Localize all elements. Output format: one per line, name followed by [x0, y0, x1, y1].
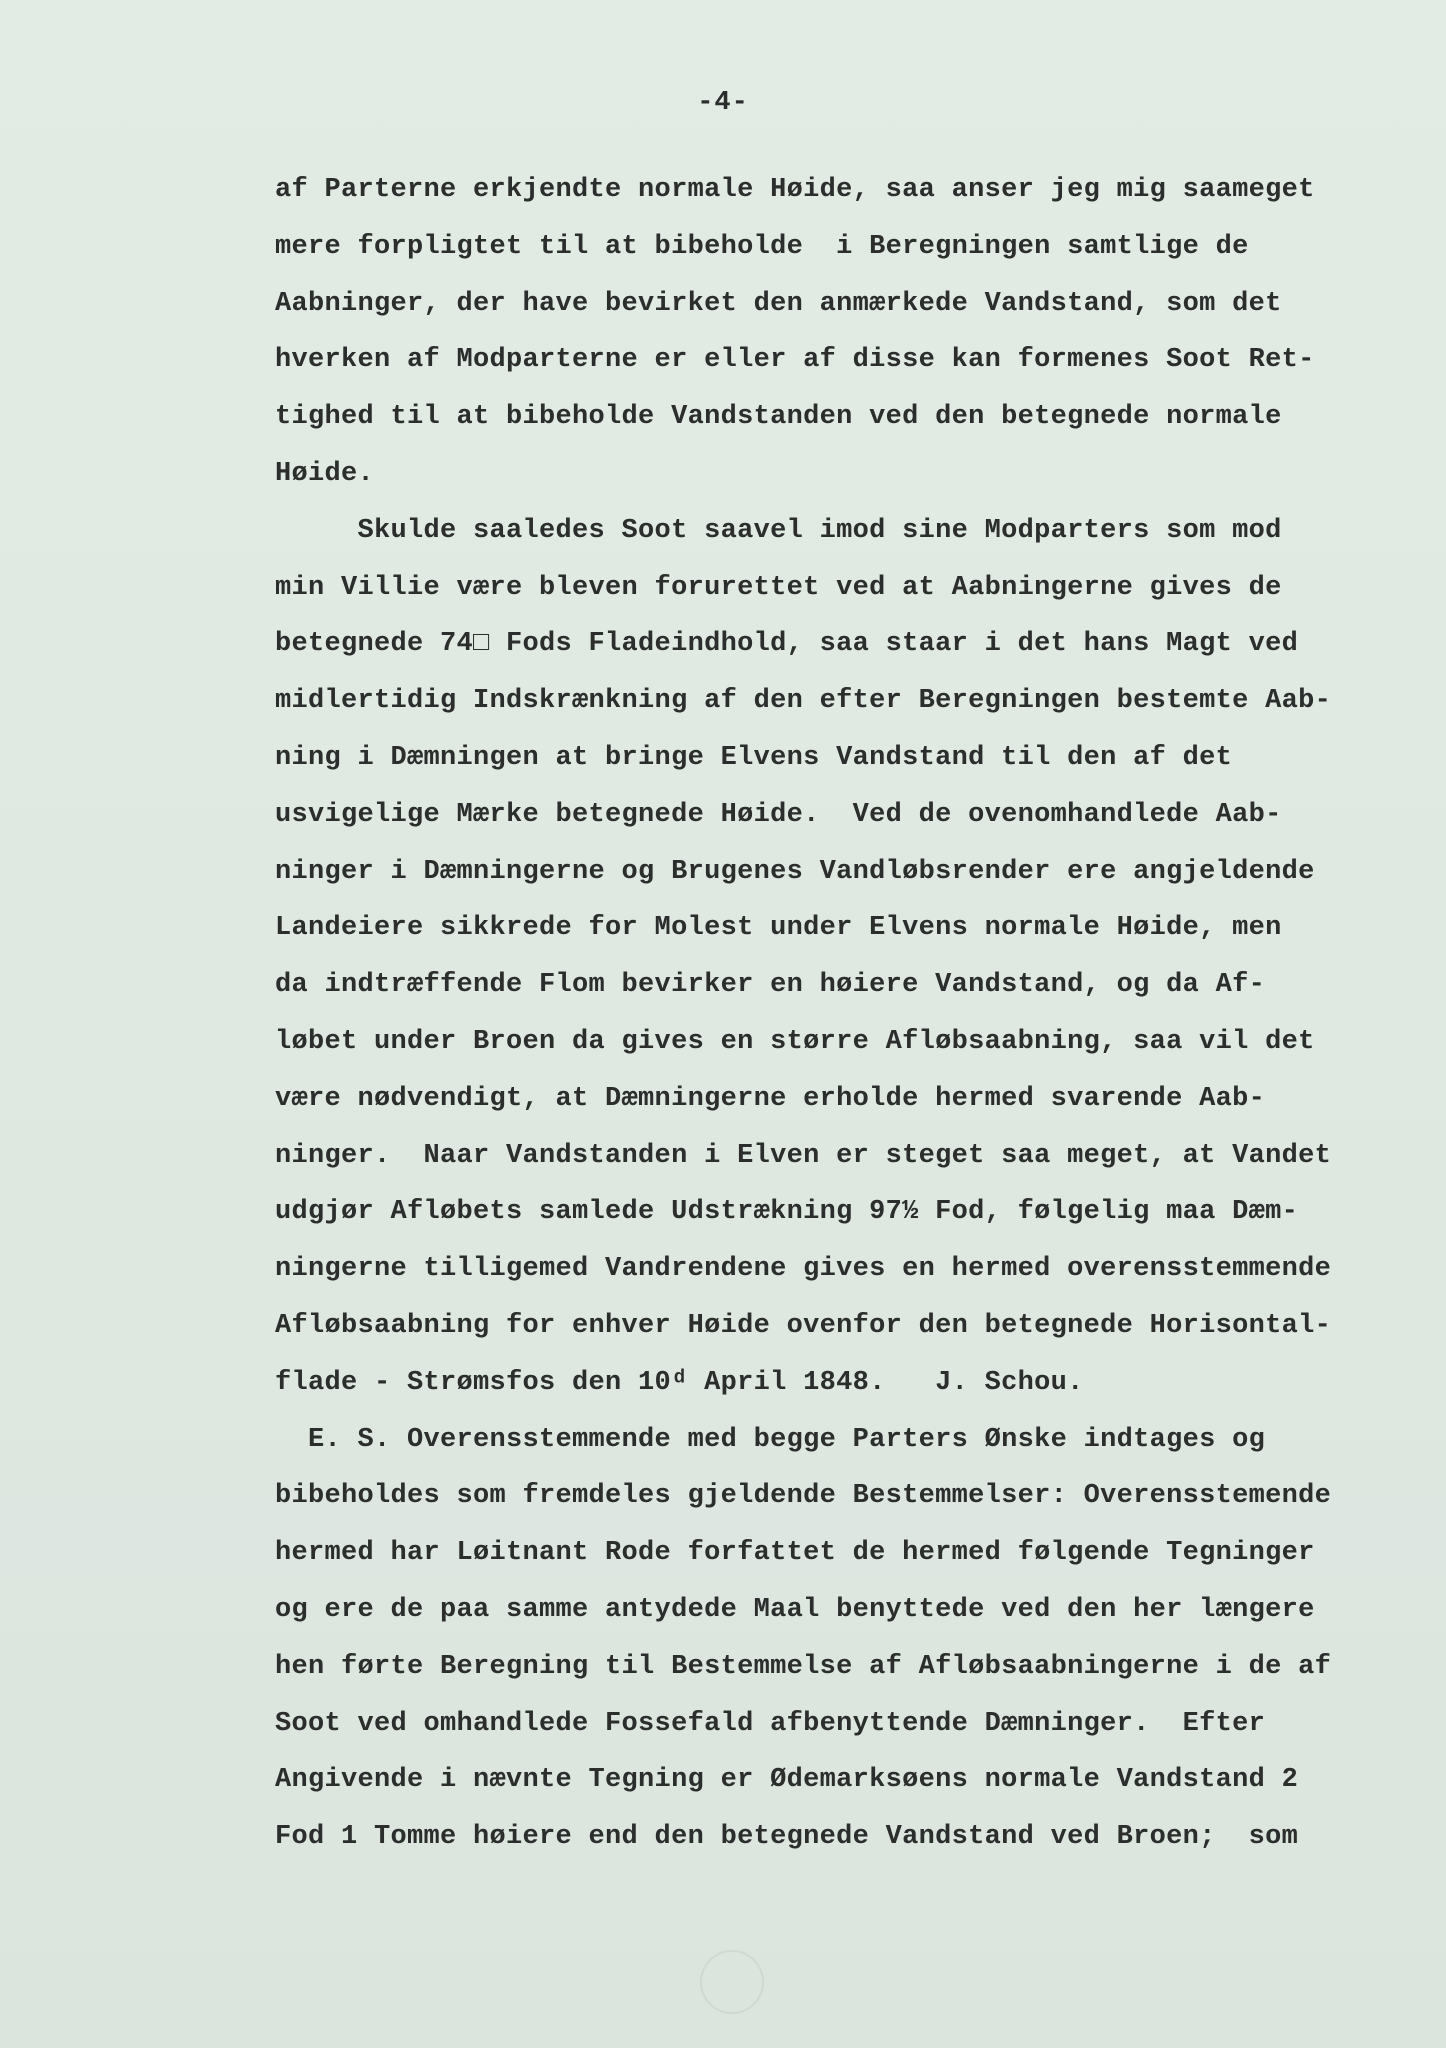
text-line: min Villie være bleven forurettet ved at Aabningerne gives de: [275, 572, 1282, 603]
text-line: ningerne tilligemed Vandrendene gives en hermed overensstemmende: [275, 1254, 1332, 1285]
text-line: af Parterne erkjendte normale Høide, saa anser jeg mig saameget: [275, 175, 1315, 205]
text-line: Fod 1 Tomme høiere end den betegnede Vandstand ved Broen; som: [275, 1822, 1299, 1853]
faint-stamp-mark: [700, 1950, 764, 2014]
text-line: Afløbsaabning for enhver Høide ovenfor den betegnede Horisontal-: [275, 1310, 1332, 1341]
text-line: udgjør Afløbets samlede Udstrækning 97½ Fod, følgelig maa Dæm-: [275, 1197, 1299, 1228]
text-line: usvigelige Mærke betegnede Høide. Ved de ovenomhandlede Aab-: [275, 799, 1282, 830]
text-line: ninger. Naar Vandstanden i Elven er steget saa meget, at Vandet: [275, 1140, 1332, 1171]
text-line: E. S. Overensstemmende med begge Parters Ønske indtages og: [275, 1424, 1266, 1455]
text-line: Skulde saaledes Soot saavel imod sine Modparters som mod: [275, 515, 1282, 546]
text-line: Angivende i nævnte Tegning er Ødemarksøens normale Vandstand 2: [275, 1765, 1299, 1796]
text-line: da indtræffende Flom bevirker en høiere Vandstand, og da Af-: [275, 970, 1266, 1001]
text-line: løbet under Broen da gives en større Afløbsaabning, saa vil det: [275, 1026, 1315, 1057]
text-line: mere forpligtet til at bibeholde i Beregningen samtlige de: [275, 231, 1249, 262]
text-line: betegnede 74□ Fods Fladeindhold, saa staar i det hans Magt ved: [275, 629, 1299, 660]
page-number: -4-: [697, 88, 749, 118]
text-line: hermed har Løitnant Rode forfattet de hermed følgende Tegninger: [275, 1538, 1315, 1569]
text-line: Aabninger, der have bevirket den anmærkede Vandstand, som det: [275, 288, 1282, 319]
text-line: ning i Dæmningen at bringe Elvens Vandstand til den af det: [275, 742, 1233, 773]
text-line: ninger i Dæmningerne og Brugenes Vandløbsrender ere angjeldende: [275, 856, 1315, 887]
text-line: være nødvendigt, at Dæmningerne erholde hermed svarende Aab-: [275, 1083, 1266, 1114]
text-line: hverken af Modparterne er eller af disse kan formenes Soot Ret-: [275, 345, 1315, 376]
text-line: hen førte Beregning til Bestemmelse af Afløbsaabningerne i de af: [275, 1651, 1332, 1682]
body-text: [275, 162, 1395, 1866]
text-line: tighed til at bibeholde Vandstanden ved den betegnede normale: [275, 402, 1282, 433]
text-line: bibeholdes som fremdeles gjeldende Bestemmelser: Overensstemende: [275, 1481, 1332, 1512]
text-line: flade - Strømsfos den 10ᵈ April 1848. J. Schou.: [275, 1367, 1084, 1398]
text-line: Soot ved omhandlede Fossefald afbenyttende Dæmninger. Efter: [275, 1708, 1266, 1739]
text-line: midlertidig Indskrænkning af den efter Beregningen bestemte Aab-: [275, 686, 1332, 717]
text-line: Høide.: [275, 458, 375, 489]
text-line: og ere de paa samme antydede Maal benyttede ved den her længere: [275, 1594, 1315, 1625]
text-line: Landeiere sikkrede for Molest under Elvens normale Høide, men: [275, 913, 1282, 944]
